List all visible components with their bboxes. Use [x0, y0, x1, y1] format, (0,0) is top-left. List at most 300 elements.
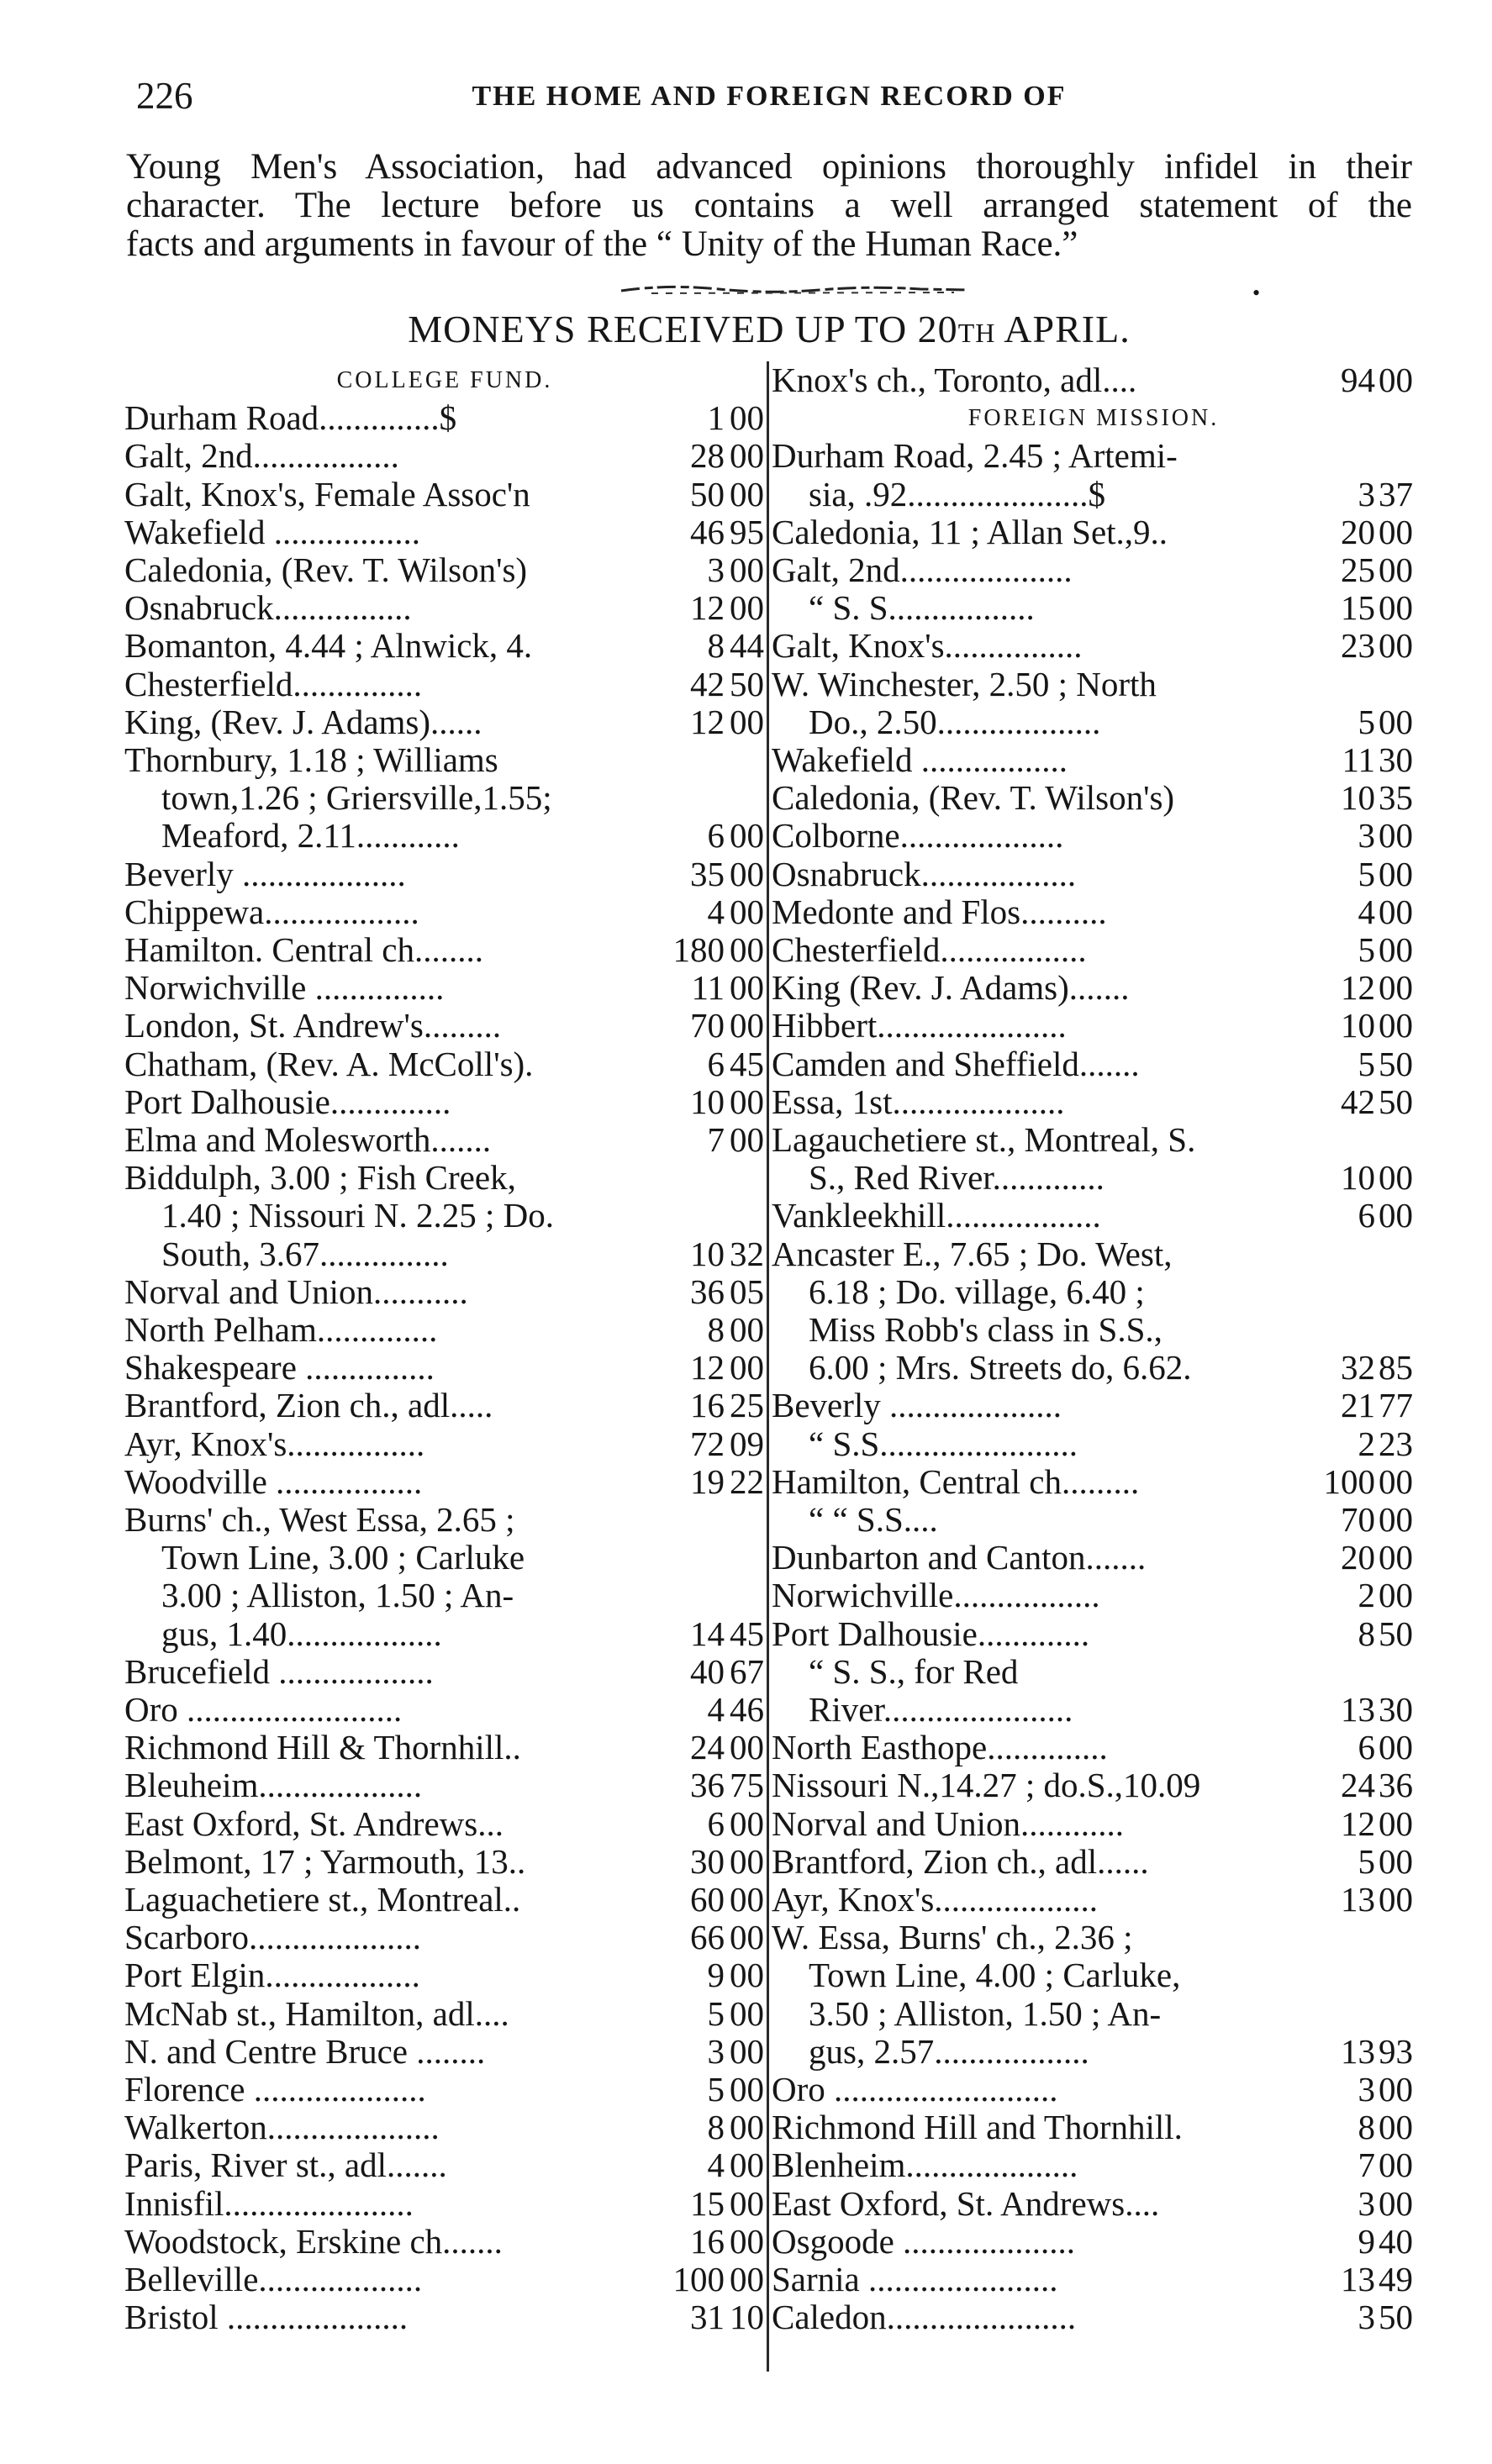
ledger-row	[124, 399, 765, 437]
amount-cents: 00	[730, 1728, 764, 1767]
amount-cents: 00	[1379, 626, 1413, 666]
amount-dollars: 14	[690, 1614, 725, 1653]
entry-label: Beverly ....................	[772, 1386, 1062, 1425]
amount-cents: 00	[1379, 588, 1413, 628]
entry-label: Bristol .....................	[124, 2298, 409, 2337]
entry-label: North Pelham..............	[124, 1310, 438, 1349]
amount-dollars: 30	[690, 1841, 725, 1881]
ledger-row	[124, 1539, 765, 1577]
ledger-row	[124, 741, 765, 779]
amount-dollars: 3	[1358, 2070, 1375, 2109]
amount-cents: 50	[1379, 1044, 1413, 1083]
entry-label: Woodstock, Erskine ch.......	[124, 2221, 503, 2261]
ledger-row	[124, 1805, 765, 1843]
entry-label: Hamilton. Central ch........	[124, 930, 483, 969]
entry-label: Osnabruck..................	[772, 854, 1077, 893]
ledger-row	[124, 1121, 765, 1159]
ledger-row	[772, 1045, 1416, 1083]
fund-subheading	[772, 399, 1416, 437]
amount-cents: 00	[730, 2108, 764, 2147]
amount-dollars: 6	[1358, 1728, 1375, 1767]
amount-cents: 40	[1379, 2221, 1413, 2261]
amount-dollars: 50	[690, 474, 725, 513]
entry-label: North Easthope..............	[772, 1728, 1108, 1767]
amount-dollars: 13	[1341, 2260, 1375, 2298]
amount-dollars: 25	[1341, 550, 1375, 589]
entry-label: East Oxford, St. Andrews...	[124, 1803, 503, 1843]
entry-label: Osgoode ....................	[772, 2221, 1076, 2261]
intro-line: character. The lecture before us contains a well arranged statement of the	[126, 186, 1412, 225]
ledger-row	[124, 1311, 765, 1349]
amount-dollars: 10	[690, 1234, 725, 1273]
ledger-row	[772, 437, 1416, 475]
amount-dollars: 36	[690, 1271, 725, 1311]
amount-dollars: 19	[690, 1461, 725, 1501]
amount-dollars: 28	[690, 436, 725, 476]
amount-cents: 30	[1379, 740, 1413, 779]
amount-cents: 00	[1379, 1803, 1413, 1843]
entry-label: “ S. S., for Red	[809, 1651, 1019, 1691]
ledger-row	[124, 1691, 765, 1729]
column-divider	[767, 361, 769, 2372]
ornament-dot: •	[1252, 281, 1261, 305]
entry-label: Medonte and Flos..........	[772, 892, 1107, 931]
amount-cents: 00	[730, 436, 764, 476]
entry-label: 3.50 ; Alliston, 1.50 ; An-	[809, 1993, 1162, 2033]
entry-label: Sarnia ......................	[772, 2260, 1058, 2298]
subheading-label: FOREIGN MISSION.	[967, 405, 1220, 432]
entry-label: W. Essa, Burns' ch., 2.36 ;	[772, 1918, 1133, 1957]
entry-label: Miss Robb's class in S.S.,	[809, 1310, 1162, 1349]
entry-label: sia, .92.....................$	[809, 474, 1106, 513]
amount-dollars: 8	[707, 2108, 725, 2147]
ledger-row	[124, 1766, 765, 1804]
amount-cents: 00	[1379, 1538, 1413, 1577]
entry-label: Brantford, Zion ch., adl......	[772, 1841, 1149, 1881]
ledger-row	[772, 2109, 1416, 2146]
ledger-row	[124, 1463, 765, 1501]
amount-cents: 93	[1379, 2031, 1413, 2071]
amount-dollars: 7	[707, 1120, 725, 1159]
amount-dollars: 5	[1358, 1841, 1375, 1881]
ledger-row	[772, 1691, 1416, 1729]
amount-dollars: 42	[690, 664, 725, 703]
ledger-row	[124, 1349, 765, 1387]
ledger-row	[124, 1501, 765, 1539]
entry-label: Shakespeare ...............	[124, 1348, 435, 1387]
amount-cents: 00	[1379, 2183, 1413, 2223]
amount-dollars: 7	[1358, 2145, 1375, 2185]
subheading-label: COLLEGE FUND.	[336, 367, 553, 393]
ledger-row	[124, 2298, 765, 2336]
amount-cents: 00	[1379, 2145, 1413, 2185]
entry-label: Innisfil......................	[124, 2183, 414, 2223]
entry-label: Galt, 2nd....................	[772, 550, 1073, 589]
ledger-row	[772, 779, 1416, 817]
entry-label: London, St. Andrew's.........	[124, 1006, 502, 1045]
intro-paragraph	[126, 148, 1412, 264]
amount-dollars: 10	[1341, 1006, 1375, 1045]
ledger-row	[124, 513, 765, 551]
amount-dollars: 6	[707, 816, 725, 856]
amount-cents: 00	[1379, 512, 1413, 551]
entry-label: Norwichville ...............	[124, 968, 445, 1008]
amount-cents: 00	[730, 2145, 764, 2185]
amount-cents: 00	[730, 816, 764, 856]
amount-dollars: 13	[1341, 1880, 1375, 1919]
amount-cents: 00	[1379, 1841, 1413, 1881]
amount-cents: 25	[730, 1386, 764, 1425]
amount-dollars: 13	[1341, 1690, 1375, 1729]
ledger-row	[772, 627, 1416, 665]
ledger-row	[124, 1007, 765, 1045]
ledger-row	[124, 1956, 765, 1994]
entry-label: Chippewa..................	[124, 892, 419, 931]
page-number: 226	[136, 75, 193, 117]
amount-cents: 00	[1379, 968, 1413, 1008]
ledger-row	[124, 2261, 765, 2298]
amount-cents: 95	[730, 512, 764, 551]
section-heading	[126, 304, 1412, 355]
amount-cents: 00	[730, 854, 764, 893]
amount-dollars: 3	[707, 550, 725, 589]
amount-cents: 00	[730, 1082, 764, 1121]
entry-label: N. and Centre Bruce ........	[124, 2031, 486, 2071]
amount-cents: 23	[1379, 1424, 1413, 1463]
amount-cents: 09	[730, 1424, 764, 1463]
entry-label: Town Line, 4.00 ; Carluke,	[809, 1956, 1181, 1995]
ledger-row	[772, 666, 1416, 703]
amount-cents: 00	[730, 588, 764, 628]
amount-dollars: 20	[1341, 512, 1375, 551]
ledger-row	[772, 513, 1416, 551]
amount-dollars: 70	[690, 1006, 725, 1045]
amount-cents: 00	[1379, 1880, 1413, 1919]
entry-label: 1.40 ; Nissouri N. 2.25 ; Do.	[161, 1196, 554, 1235]
entry-label: Osnabruck................	[124, 588, 412, 628]
amount-cents: 00	[730, 1006, 764, 1045]
page-header	[126, 71, 1412, 121]
amount-dollars: 46	[690, 512, 725, 551]
amount-dollars: 12	[1341, 1803, 1375, 1843]
amount-dollars: 35	[690, 854, 725, 893]
amount-dollars: 1	[707, 398, 725, 438]
amount-cents: 00	[1379, 854, 1413, 893]
ledger-row	[772, 1881, 1416, 1919]
entry-label: Elma and Molesworth.......	[124, 1120, 492, 1159]
amount-dollars: 23	[1341, 626, 1375, 666]
amount-dollars: 10	[690, 1082, 725, 1121]
ledger-row	[772, 2261, 1416, 2298]
entry-label: King (Rev. J. Adams).......	[772, 968, 1130, 1008]
amount-cents: 00	[730, 1993, 764, 2033]
amount-cents: 00	[730, 2260, 764, 2298]
entry-label: Florence ....................	[124, 2070, 426, 2109]
ledger-row	[124, 627, 765, 665]
entry-label: 6.18 ; Do. village, 6.40 ;	[809, 1271, 1145, 1311]
ledger-row	[124, 1577, 765, 1614]
entry-label: Wakefield .................	[124, 512, 420, 551]
ledger-row	[772, 2071, 1416, 2109]
amount-dollars: 42	[1341, 1082, 1375, 1121]
ledger-row	[124, 1083, 765, 1121]
amount-cents: 00	[730, 2031, 764, 2071]
ledger-row	[124, 1387, 765, 1424]
ledger-row	[772, 551, 1416, 589]
amount-cents: 00	[730, 1310, 764, 1349]
entry-label: Galt, 2nd.................	[124, 436, 399, 476]
entry-label: gus, 1.40..................	[161, 1614, 442, 1653]
amount-dollars: 6	[1358, 1196, 1375, 1235]
amount-cents: 45	[730, 1614, 764, 1653]
amount-dollars: 36	[690, 1766, 725, 1805]
ledger-row	[772, 1615, 1416, 1653]
amount-cents: 30	[1379, 1690, 1413, 1729]
amount-cents: 00	[730, 1841, 764, 1881]
entry-label: town,1.26 ; Griersville,1.55;	[161, 778, 552, 818]
entry-label: S., Red River.............	[809, 1158, 1105, 1198]
entry-label: Burns' ch., West Essa, 2.65 ;	[124, 1500, 515, 1539]
entry-label: Caledonia, (Rev. T. Wilson's)	[124, 550, 528, 589]
entry-label: Nissouri N.,14.27 ; do.S.,10.09	[772, 1766, 1201, 1805]
entry-label: Chatham, (Rev. A. McColl's).	[124, 1044, 534, 1083]
amount-cents: 37	[1379, 474, 1413, 513]
amount-dollars: 2	[1358, 1576, 1375, 1615]
amount-dollars: 3	[1358, 2298, 1375, 2337]
amount-cents: 00	[730, 930, 764, 969]
ledger-row	[772, 2185, 1416, 2223]
entry-label: Hibbert......................	[772, 1006, 1067, 1045]
ledger-row	[124, 1273, 765, 1311]
ledger-row	[772, 893, 1416, 931]
ledger-row	[772, 1159, 1416, 1197]
ledger-row	[124, 1615, 765, 1653]
amount-dollars: 16	[690, 1386, 725, 1425]
entry-label: King, (Rev. J. Adams)......	[124, 702, 482, 741]
ledger-row	[772, 1463, 1416, 1501]
amount-dollars: 94	[1341, 361, 1375, 399]
ledger-row	[772, 969, 1416, 1007]
ledger-row	[772, 1121, 1416, 1159]
intro-line: facts and arguments in favour of the “ Unity of the Human Race.”	[126, 224, 1078, 264]
amount-cents: 00	[730, 1918, 764, 1957]
amount-dollars: 20	[1341, 1538, 1375, 1577]
entry-label: Chesterfield...............	[124, 664, 423, 703]
entry-label: Belleville...................	[124, 2260, 423, 2298]
entry-label: Caledonia, (Rev. T. Wilson's)	[772, 778, 1175, 818]
ledger-row	[772, 1653, 1416, 1691]
ledger-row	[772, 1007, 1416, 1045]
entry-label: Norval and Union............	[772, 1803, 1125, 1843]
amount-dollars: 12	[1341, 968, 1375, 1008]
amount-dollars: 8	[1358, 1614, 1375, 1653]
entry-label: Brantford, Zion ch., adl.....	[124, 1386, 493, 1425]
entry-label: Caledon......................	[772, 2298, 1077, 2337]
entry-label: 3.00 ; Alliston, 1.50 ; An-	[161, 1576, 514, 1615]
amount-cents: 00	[1379, 702, 1413, 741]
amount-cents: 00	[730, 968, 764, 1008]
ledger-row	[124, 2109, 765, 2146]
ledger-row	[124, 893, 765, 931]
entry-label: Bomanton, 4.44 ; Alnwick, 4.	[124, 626, 533, 666]
ledger-row	[124, 703, 765, 741]
ledger-row	[772, 589, 1416, 627]
amount-dollars: 15	[1341, 588, 1375, 628]
entry-label: Hamilton, Central ch.........	[772, 1461, 1140, 1501]
entry-label: Galt, Knox's................	[772, 626, 1083, 666]
ledger-row	[772, 1577, 1416, 1614]
ledger-row	[124, 1995, 765, 2033]
amount-dollars: 4	[707, 892, 725, 931]
amount-dollars: 11	[691, 968, 725, 1008]
amount-dollars: 66	[690, 1918, 725, 1957]
ledger-row	[772, 1501, 1416, 1539]
entry-label: Lagauchetiere st., Montreal, S.	[772, 1120, 1196, 1159]
ledger-row	[124, 1843, 765, 1881]
ledger-row	[124, 1425, 765, 1463]
ledger-row	[772, 2298, 1416, 2336]
ledger-row	[772, 2223, 1416, 2261]
amount-cents: 00	[730, 1803, 764, 1843]
ledger-row	[124, 817, 765, 855]
ledger-row	[124, 1729, 765, 1766]
amount-dollars: 4	[707, 1690, 725, 1729]
amount-cents: 50	[1379, 1614, 1413, 1653]
ledger-row	[124, 589, 765, 627]
amount-cents: 00	[1379, 1728, 1413, 1767]
entry-label: Wakefield .................	[772, 740, 1068, 779]
entry-label: Thornbury, 1.18 ; Williams	[124, 740, 498, 779]
amount-dollars: 15	[690, 2183, 725, 2223]
amount-cents: 00	[1379, 1500, 1413, 1539]
amount-dollars: 3	[1358, 816, 1375, 856]
ledger-row	[124, 1235, 765, 1273]
amount-dollars: 8	[707, 1310, 725, 1349]
entry-label: Meaford, 2.11............	[161, 816, 460, 856]
entry-label: gus, 2.57..................	[809, 2031, 1089, 2071]
entry-label: Ancaster E., 7.65 ; Do. West,	[772, 1234, 1173, 1273]
amount-cents: 50	[1379, 2298, 1413, 2337]
amount-cents: 00	[730, 398, 764, 438]
entry-label: Woodville .................	[124, 1461, 423, 1501]
amount-cents: 00	[1379, 2108, 1413, 2147]
amount-dollars: 32	[1341, 1348, 1375, 1387]
ledger-row	[772, 1729, 1416, 1766]
ledger-row	[772, 1387, 1416, 1424]
amount-dollars: 12	[690, 1348, 725, 1387]
entry-label: Scarboro....................	[124, 1918, 422, 1957]
amount-cents: 35	[1379, 778, 1413, 818]
ledger-row	[124, 1881, 765, 1919]
amount-dollars: 72	[690, 1424, 725, 1463]
ledger-row	[772, 361, 1416, 399]
amount-cents: 00	[1379, 1461, 1413, 1501]
ledger-row	[124, 2223, 765, 2261]
amount-cents: 50	[730, 664, 764, 703]
ledger-row	[124, 779, 765, 817]
entry-label: Dunbarton and Canton.......	[772, 1538, 1147, 1577]
ledger-row	[124, 666, 765, 703]
entry-label: Oro ..........................	[772, 2070, 1058, 2109]
amount-cents: 77	[1379, 1386, 1413, 1425]
ledger-row	[124, 931, 765, 969]
amount-cents: 00	[1379, 892, 1413, 931]
amount-cents: 00	[1379, 1158, 1413, 1198]
ledger-row	[772, 1995, 1416, 2033]
ledger-row	[772, 1235, 1416, 1273]
amount-cents: 00	[730, 2070, 764, 2109]
amount-cents: 67	[730, 1651, 764, 1691]
amount-dollars: 100	[672, 2260, 725, 2298]
amount-cents: 00	[1379, 1576, 1413, 1615]
amount-dollars: 4	[1358, 892, 1375, 931]
ornament-rule	[618, 282, 971, 297]
amount-cents: 00	[1379, 550, 1413, 589]
amount-dollars: 8	[1358, 2108, 1375, 2147]
entry-label: “ “ S.S....	[809, 1500, 938, 1539]
ledger-row	[772, 1273, 1416, 1311]
amount-dollars: 4	[707, 2145, 725, 2185]
amount-cents: 45	[730, 1044, 764, 1083]
heading-tail: APRIL.	[995, 308, 1131, 350]
ledger-row	[772, 856, 1416, 893]
amount-dollars: 60	[690, 1880, 725, 1919]
entry-label: Belmont, 17 ; Yarmouth, 13..	[124, 1841, 526, 1881]
entry-label: Richmond Hill and Thornhill.	[772, 2108, 1183, 2147]
amount-cents: 22	[730, 1461, 764, 1501]
ledger-row	[772, 1766, 1416, 1804]
amount-cents: 00	[730, 550, 764, 589]
entry-label: Beverly ...................	[124, 854, 406, 893]
entry-label: Knox's ch., Toronto, adl....	[772, 361, 1137, 399]
amount-dollars: 6	[707, 1044, 725, 1083]
amount-cents: 36	[1379, 1766, 1413, 1805]
amount-dollars: 12	[690, 588, 725, 628]
amount-dollars: 5	[707, 1993, 725, 2033]
entry-label: Camden and Sheffield.......	[772, 1044, 1140, 1083]
ledger-row	[124, 551, 765, 589]
amount-cents: 00	[730, 1348, 764, 1387]
amount-cents: 49	[1379, 2260, 1413, 2298]
ledger-row	[124, 1919, 765, 1956]
amount-dollars: 11	[1342, 740, 1375, 779]
entry-label: Richmond Hill & Thornhill..	[124, 1728, 521, 1767]
amount-cents: 10	[730, 2298, 764, 2337]
ledger-row	[772, 2033, 1416, 2071]
ledger-row	[124, 1653, 765, 1691]
ledger-row	[772, 1083, 1416, 1121]
amount-cents: 00	[730, 1880, 764, 1919]
ledger-row	[772, 1919, 1416, 1956]
entry-label: Bleuheim...................	[124, 1766, 423, 1805]
ledger-row	[772, 2146, 1416, 2184]
entry-label: W. Winchester, 2.50 ; North	[772, 664, 1157, 703]
ledger-row	[124, 1045, 765, 1083]
entry-label: Galt, Knox's, Female Assoc'n	[124, 474, 530, 513]
entry-label: Biddulph, 3.00 ; Fish Creek,	[124, 1158, 516, 1198]
right-column	[772, 361, 1416, 2370]
amount-dollars: 24	[690, 1728, 725, 1767]
ledger-row	[124, 2185, 765, 2223]
heading-suffix: TH	[957, 318, 996, 348]
ledger-row	[124, 969, 765, 1007]
entry-label: Port Dalhousie.............	[772, 1614, 1090, 1653]
amount-cents: 75	[730, 1766, 764, 1805]
ledger-row	[124, 1159, 765, 1197]
amount-cents: 00	[1379, 930, 1413, 969]
amount-dollars: 3	[1358, 2183, 1375, 2223]
amount-cents: 00	[730, 2221, 764, 2261]
